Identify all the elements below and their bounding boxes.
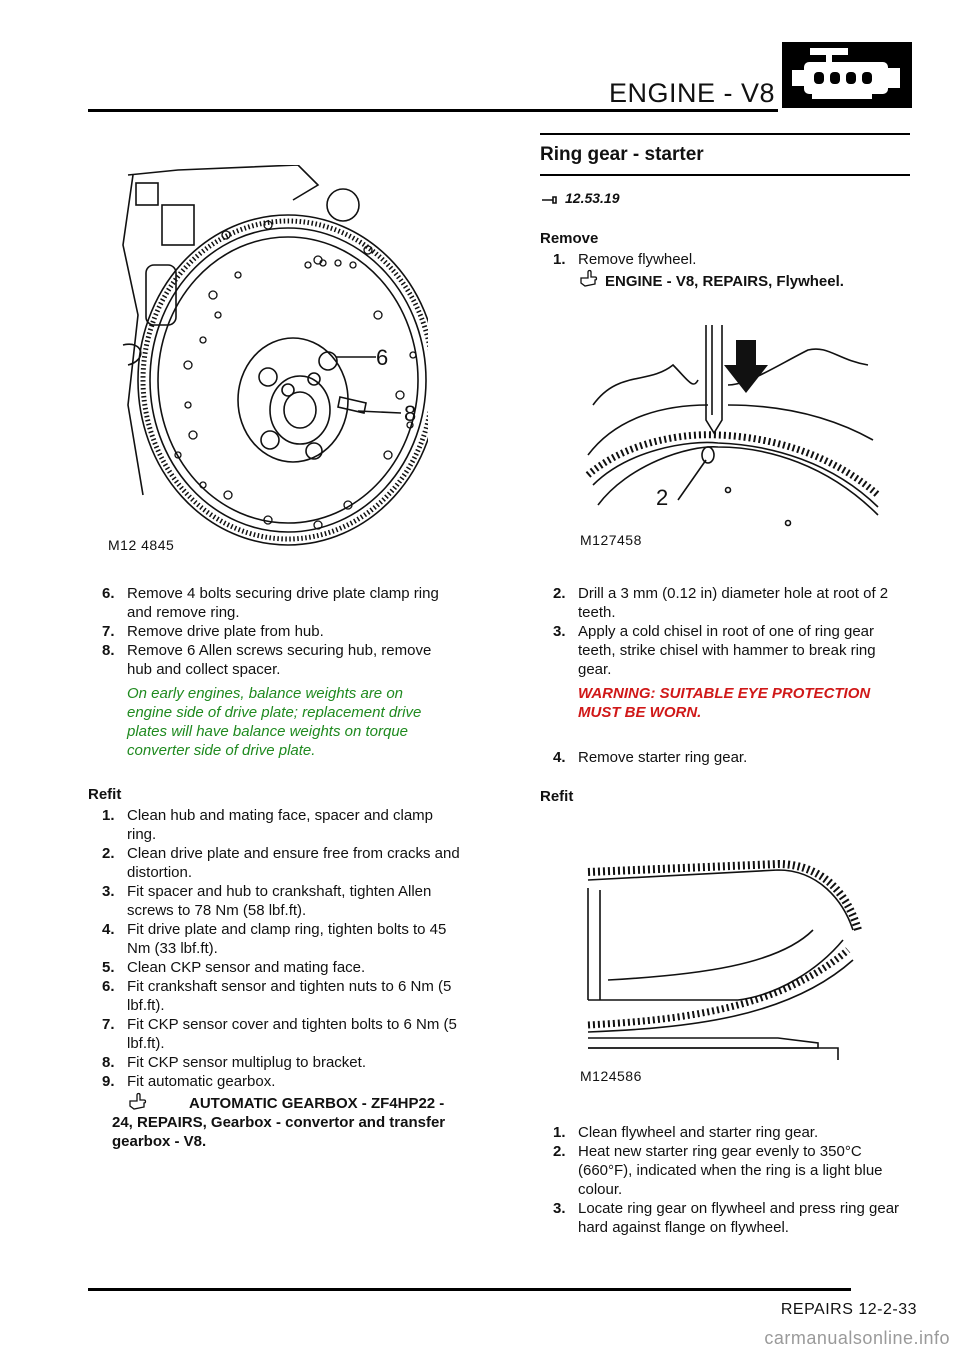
page-number: REPAIRS 12-2-33 [780, 1301, 917, 1318]
operation-code: 12.53.19 [565, 190, 620, 206]
figure-label: M124586 [580, 1068, 642, 1084]
watermark: carmanualsonline.info [764, 1328, 950, 1348]
refit-heading: Refit [88, 786, 122, 803]
remove-heading: Remove [540, 230, 599, 247]
section-rule-top [540, 133, 910, 135]
cross-reference-link[interactable]: ENGINE - V8, REPAIRS, Flywheel. [605, 273, 844, 290]
cross-reference-link[interactable]: AUTOMATIC GEARBOX - ZF4HP22 - 24, REPAIRS, Gearbox - convertor and transfer gearbox - V8. [112, 1095, 446, 1150]
callout-6: 6 [376, 345, 389, 370]
wrench-icon [541, 190, 561, 210]
callout-2: 2 [656, 485, 669, 510]
engine-icon [782, 42, 912, 108]
note-text: On early engines, balance weights are on engine side of drive plate; replacement drive plates will have balance weights on torque converter side of drive plate. [127, 685, 422, 759]
figure-label: M127458 [580, 532, 642, 548]
header-rule [88, 109, 778, 112]
flywheel-drive-plate-figure [108, 165, 428, 555]
chisel-ring-gear-figure [578, 325, 908, 555]
section-rule-bottom [540, 174, 910, 176]
hand-pointer-icon [579, 269, 599, 289]
warning-text: WARNING: SUITABLE EYE PROTECTION MUST BE WORN. [578, 685, 871, 721]
ring-gear-flywheel-figure [578, 860, 868, 1090]
callout-8: 8 [404, 401, 417, 426]
figure-label: M12 4845 [108, 537, 175, 553]
footer-rule [88, 1288, 851, 1291]
page-header-title: ENGINE - V8 [608, 78, 775, 108]
section-title: Ring gear - starter [540, 144, 704, 165]
refit-heading: Refit [540, 788, 574, 805]
